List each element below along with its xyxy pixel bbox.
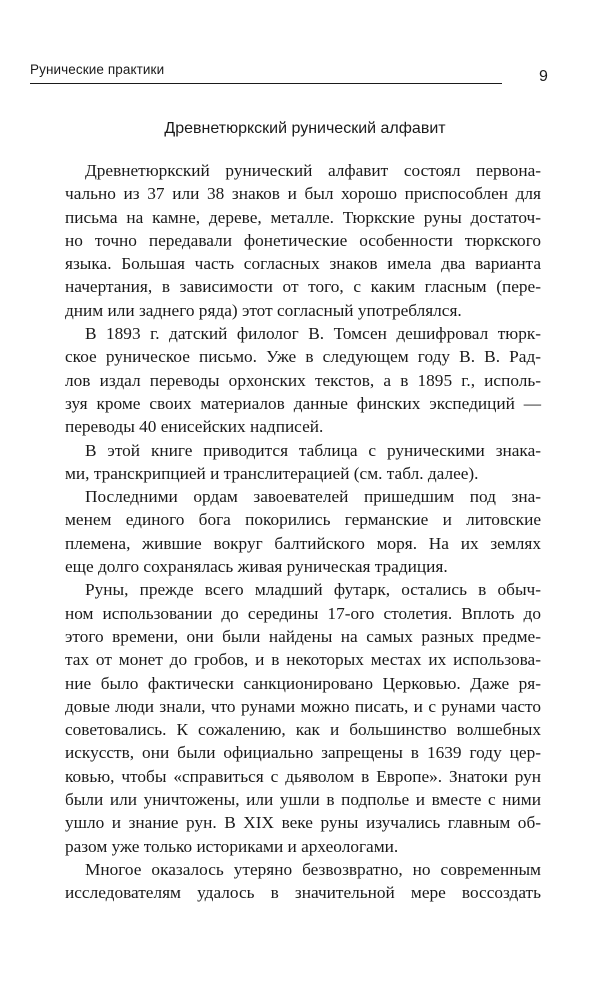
text-line: В этой книге приводится таблица с руническими знака- xyxy=(85,440,541,460)
text-line: языка. Большая часть согласных знаков имела два варианта xyxy=(65,254,541,274)
text-line: переводы 40 енисейских надписей. xyxy=(65,417,324,437)
text-line: ское руническое письмо. Уже в следующем году В. В. Рад- xyxy=(65,347,541,367)
text-line: менем единого бога покорились германские и литовские xyxy=(65,510,541,530)
text-line: письма на камне, дереве, металле. Тюркские руны достаточ- xyxy=(65,207,541,227)
text-line: племена, жившие вокруг балтийского моря. На их землях xyxy=(65,533,541,553)
paragraph xyxy=(65,485,541,578)
text-line: этого времени, они были найдены на самых разных предме- xyxy=(65,626,541,646)
text-line: тах от монет до гробов, и в некоторых местах их использова- xyxy=(65,650,541,670)
paragraph xyxy=(65,858,541,905)
text-line: советовались. К сожалению, как и большинство волшебных xyxy=(65,720,541,740)
text-line: ном использовании до середины 17-ого столетия. Вплоть до xyxy=(65,603,541,623)
text-line: Руны, прежде всего младший футарк, остались в обыч- xyxy=(85,580,541,600)
text-line: довые люди знали, что рунами можно писать, и с рунами часто xyxy=(65,696,541,716)
paragraph xyxy=(65,578,541,858)
paragraph xyxy=(65,322,541,438)
text-line: еще долго сохранялась живая руническая традиция. xyxy=(65,557,448,577)
page-number: 9 xyxy=(539,68,548,85)
text-line: разом уже только историками и археологами. xyxy=(65,836,399,856)
paragraph xyxy=(65,159,541,322)
text-line: В 1893 г. датский филолог В. Томсен дешифровал тюрк- xyxy=(85,324,541,344)
text-line: лов издал переводы орхонских текстов, а в 1895 г., исполь- xyxy=(65,370,541,390)
text-line: искусств, они были официально запрещены в 1639 году цер- xyxy=(65,743,541,763)
text-line: ковью, чтобы «справиться с дьяволом в Европе». Знатоки рун xyxy=(65,766,541,786)
text-line: дним или заднего ряда) этот согласный употреблялся. xyxy=(65,300,462,320)
text-line: исследователям удалось в значительной мере воссоздать xyxy=(65,883,541,903)
running-header: Рунические практики xyxy=(30,62,165,77)
text-line: ние было фактически санкционировано Церковью. Даже ря- xyxy=(65,673,541,693)
text-line: начертания, в зависимости от того, с каким гласным (пере- xyxy=(65,277,541,297)
text-line: но точно передавали фонетические особенности тюркского xyxy=(65,230,541,250)
body-text xyxy=(65,159,541,905)
chapter-title: Древнетюркский рунический алфавит xyxy=(164,120,446,137)
text-line: Древнетюркский рунический алфавит состоял первона- xyxy=(85,161,541,180)
text-line: были или уничтожены, или ушли в подполье и вместе с ними xyxy=(65,790,541,810)
header-rule xyxy=(30,83,502,84)
text-line: Многое оказалось утеряно безвозвратно, но современным xyxy=(85,859,541,879)
text-line: Последними ордам завоевателей пришедшим под зна- xyxy=(85,487,541,507)
text-line: ушло и знание рун. В XIX веке руны изучались главным об- xyxy=(65,813,541,833)
text-line: чально из 37 или 38 знаков и был хорошо приспособлен для xyxy=(65,184,541,204)
paragraph xyxy=(65,439,541,486)
text-line: зуя кроме своих материалов данные финских экспедиций — xyxy=(65,393,541,413)
text-line: ми, транскрипцией и транслитерацией (см. табл. далее). xyxy=(65,463,479,483)
